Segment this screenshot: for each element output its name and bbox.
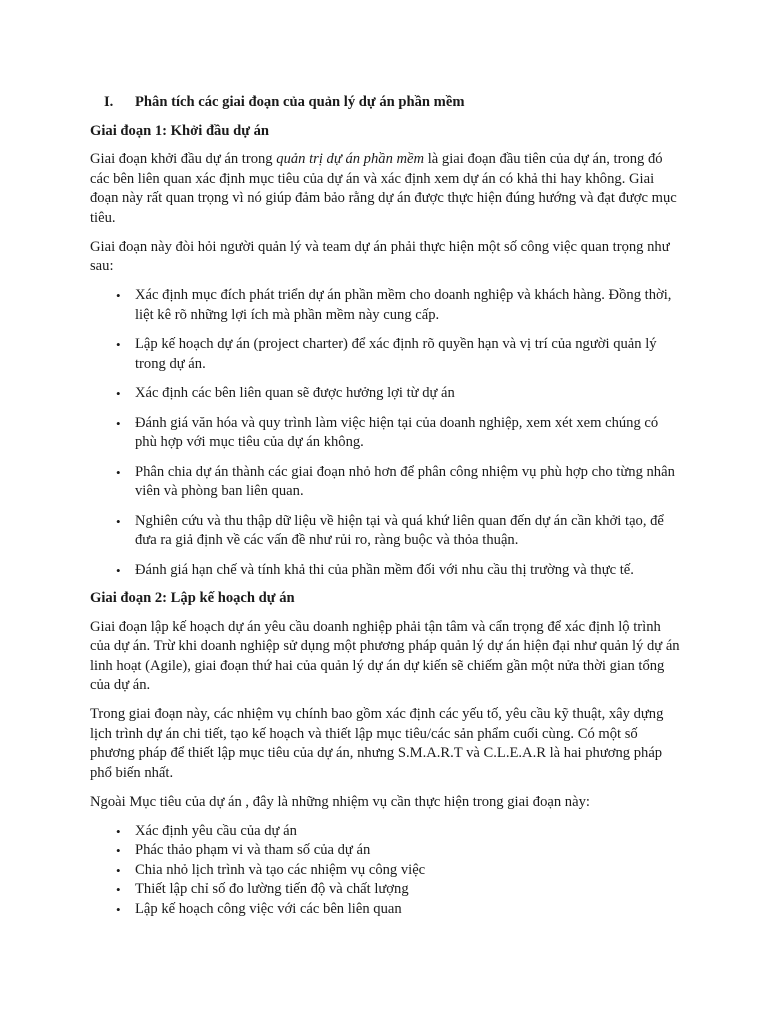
bullet-icon: • [116, 288, 121, 303]
stage2-bullet-list [90, 822, 682, 920]
list-item [90, 384, 682, 404]
list-item [90, 561, 682, 581]
list-item [90, 900, 682, 920]
list-item [90, 512, 682, 551]
stage2-paragraph-1: Giai đoạn lập kế hoạch dự án yêu cầu doanh nghiệp phải tận tâm và cẩn trọng để xác định lộ trình của dự án. Trừ khi doanh nghiệp sử dụng một phương pháp quản lý dự án hiện đại như quản lý dự án linh hoạt (Agile), giai đoạn thứ hai của quản lý dự án dự kiến sẽ chiếm gần một nửa thời gian tổng của dự án. [90, 618, 680, 693]
section-heading [90, 93, 682, 113]
list-item-text: Đánh giá văn hóa và quy trình làm việc hiện tại của doanh nghiệp, xem xét xem chúng có phù hợp với mục tiêu của dự án không. [135, 414, 659, 450]
section-number: I. [104, 94, 114, 110]
bullet-icon: • [116, 862, 121, 878]
stage1-paragraph-1-end: là giai đoạn đầu tiên của dự án, trong đó các bên liên quan xác định mục tiêu của dự án và xác định xem dự án có khả thi hay không. Giai đoạn này rất quan trọng vì nó giúp đảm bảo rằng dự án được thực hiện đúng hướng và đạt được mục tiêu. [90, 151, 677, 226]
list-item-text: Xác định các bên liên quan sẽ được hưởng lợi từ dự án [135, 385, 455, 401]
list-item-text: Xác định yêu cầu của dự án [135, 822, 297, 839]
list-item-text: Chia nhỏ lịch trình và tạo các nhiệm vụ công việc [135, 861, 426, 878]
list-item [90, 861, 682, 881]
list-item [90, 335, 682, 374]
bullet-icon: • [116, 562, 121, 578]
list-item-text: Lập kế hoạch công việc với các bên liên quan [135, 900, 402, 917]
list-item-text: Phân chia dự án thành các giai đoạn nhỏ hơn để phân công nhiệm vụ phù hợp cho từng nhân viên và phòng ban liên quan. [135, 463, 675, 499]
bullet-icon: • [116, 901, 121, 917]
bullet-icon: • [116, 882, 121, 897]
document-page [90, 93, 682, 919]
stage2-title: Giai đoạn 2: Lập kế hoạch dự án [90, 590, 295, 606]
bullet-icon: • [116, 464, 121, 480]
list-item [90, 822, 682, 842]
bullet-icon: • [116, 386, 121, 401]
bullet-icon: • [116, 415, 121, 431]
stage1-paragraph-1 [90, 150, 682, 228]
list-item [90, 841, 682, 861]
list-item [90, 880, 682, 900]
list-item-text: Nghiên cứu và thu thập dữ liệu về hiện tại và quá khứ liên quan đến dự án cần khởi tạo, để đưa ra giả định về các vấn đề như rủi ro, ràng buộc và thỏa thuận. [135, 512, 664, 548]
list-item-text: Lập kế hoạch dự án (project charter) để xác định rõ quyền hạn và vị trí của người quản lý trong dự án. [135, 336, 657, 372]
stage1-bullet-list [90, 286, 682, 580]
list-item-text: Xác định mục đích phát triển dự án phần mềm cho doanh nghiệp và khách hàng. Đồng thời, liệt kê rõ những lợi ích mà phần mềm này cung cấp. [135, 287, 672, 323]
list-item [90, 463, 682, 502]
list-item [90, 414, 682, 453]
list-item [90, 286, 682, 325]
stage1-paragraph-1-emphasis: quản trị dự án phần mềm [276, 151, 425, 167]
stage2-paragraph-2: Trong giai đoạn này, các nhiệm vụ chính bao gồm xác định các yếu tố, yêu cầu kỹ thuật, xây dựng lịch trình dự án chi tiết, tạo kế hoạch và thiết lập mục tiêu/các sản phẩm cuối cùng. Có một số phương pháp để thiết lập mục tiêu của dự án, nhưng S.M.A.R.T và C.L.E.A.R là hai phương pháp phổ biến nhất. [90, 706, 664, 781]
bullet-icon: • [116, 513, 121, 529]
bullet-icon: • [116, 843, 121, 858]
bullet-icon: • [116, 337, 121, 352]
stage2-paragraph-3: Ngoài Mục tiêu của dự án , đây là những nhiệm vụ cần thực hiện trong giai đoạn này: [90, 793, 590, 810]
stage1-paragraph-2: Giai đoạn này đòi hỏi người quản lý và team dự án phải thực hiện một số công việc quan trọng như sau: [90, 238, 670, 274]
stage1-title: Giai đoạn 1: Khởi đầu dự án [90, 122, 270, 139]
list-item-text: Thiết lập chỉ số đo lường tiến độ và chất lượng [135, 881, 409, 897]
section-title: Phân tích các giai đoạn của quản lý dự án phần mềm [135, 94, 465, 110]
bullet-icon: • [116, 823, 121, 839]
list-item-text: Phác thảo phạm vi và tham số của dự án [135, 842, 371, 858]
stage1-paragraph-1-start: Giai đoạn khởi đầu dự án trong [90, 151, 277, 167]
list-item-text: Đánh giá hạn chế và tính khả thi của phần mềm đối với nhu cầu thị trường và thực tế. [135, 561, 634, 578]
